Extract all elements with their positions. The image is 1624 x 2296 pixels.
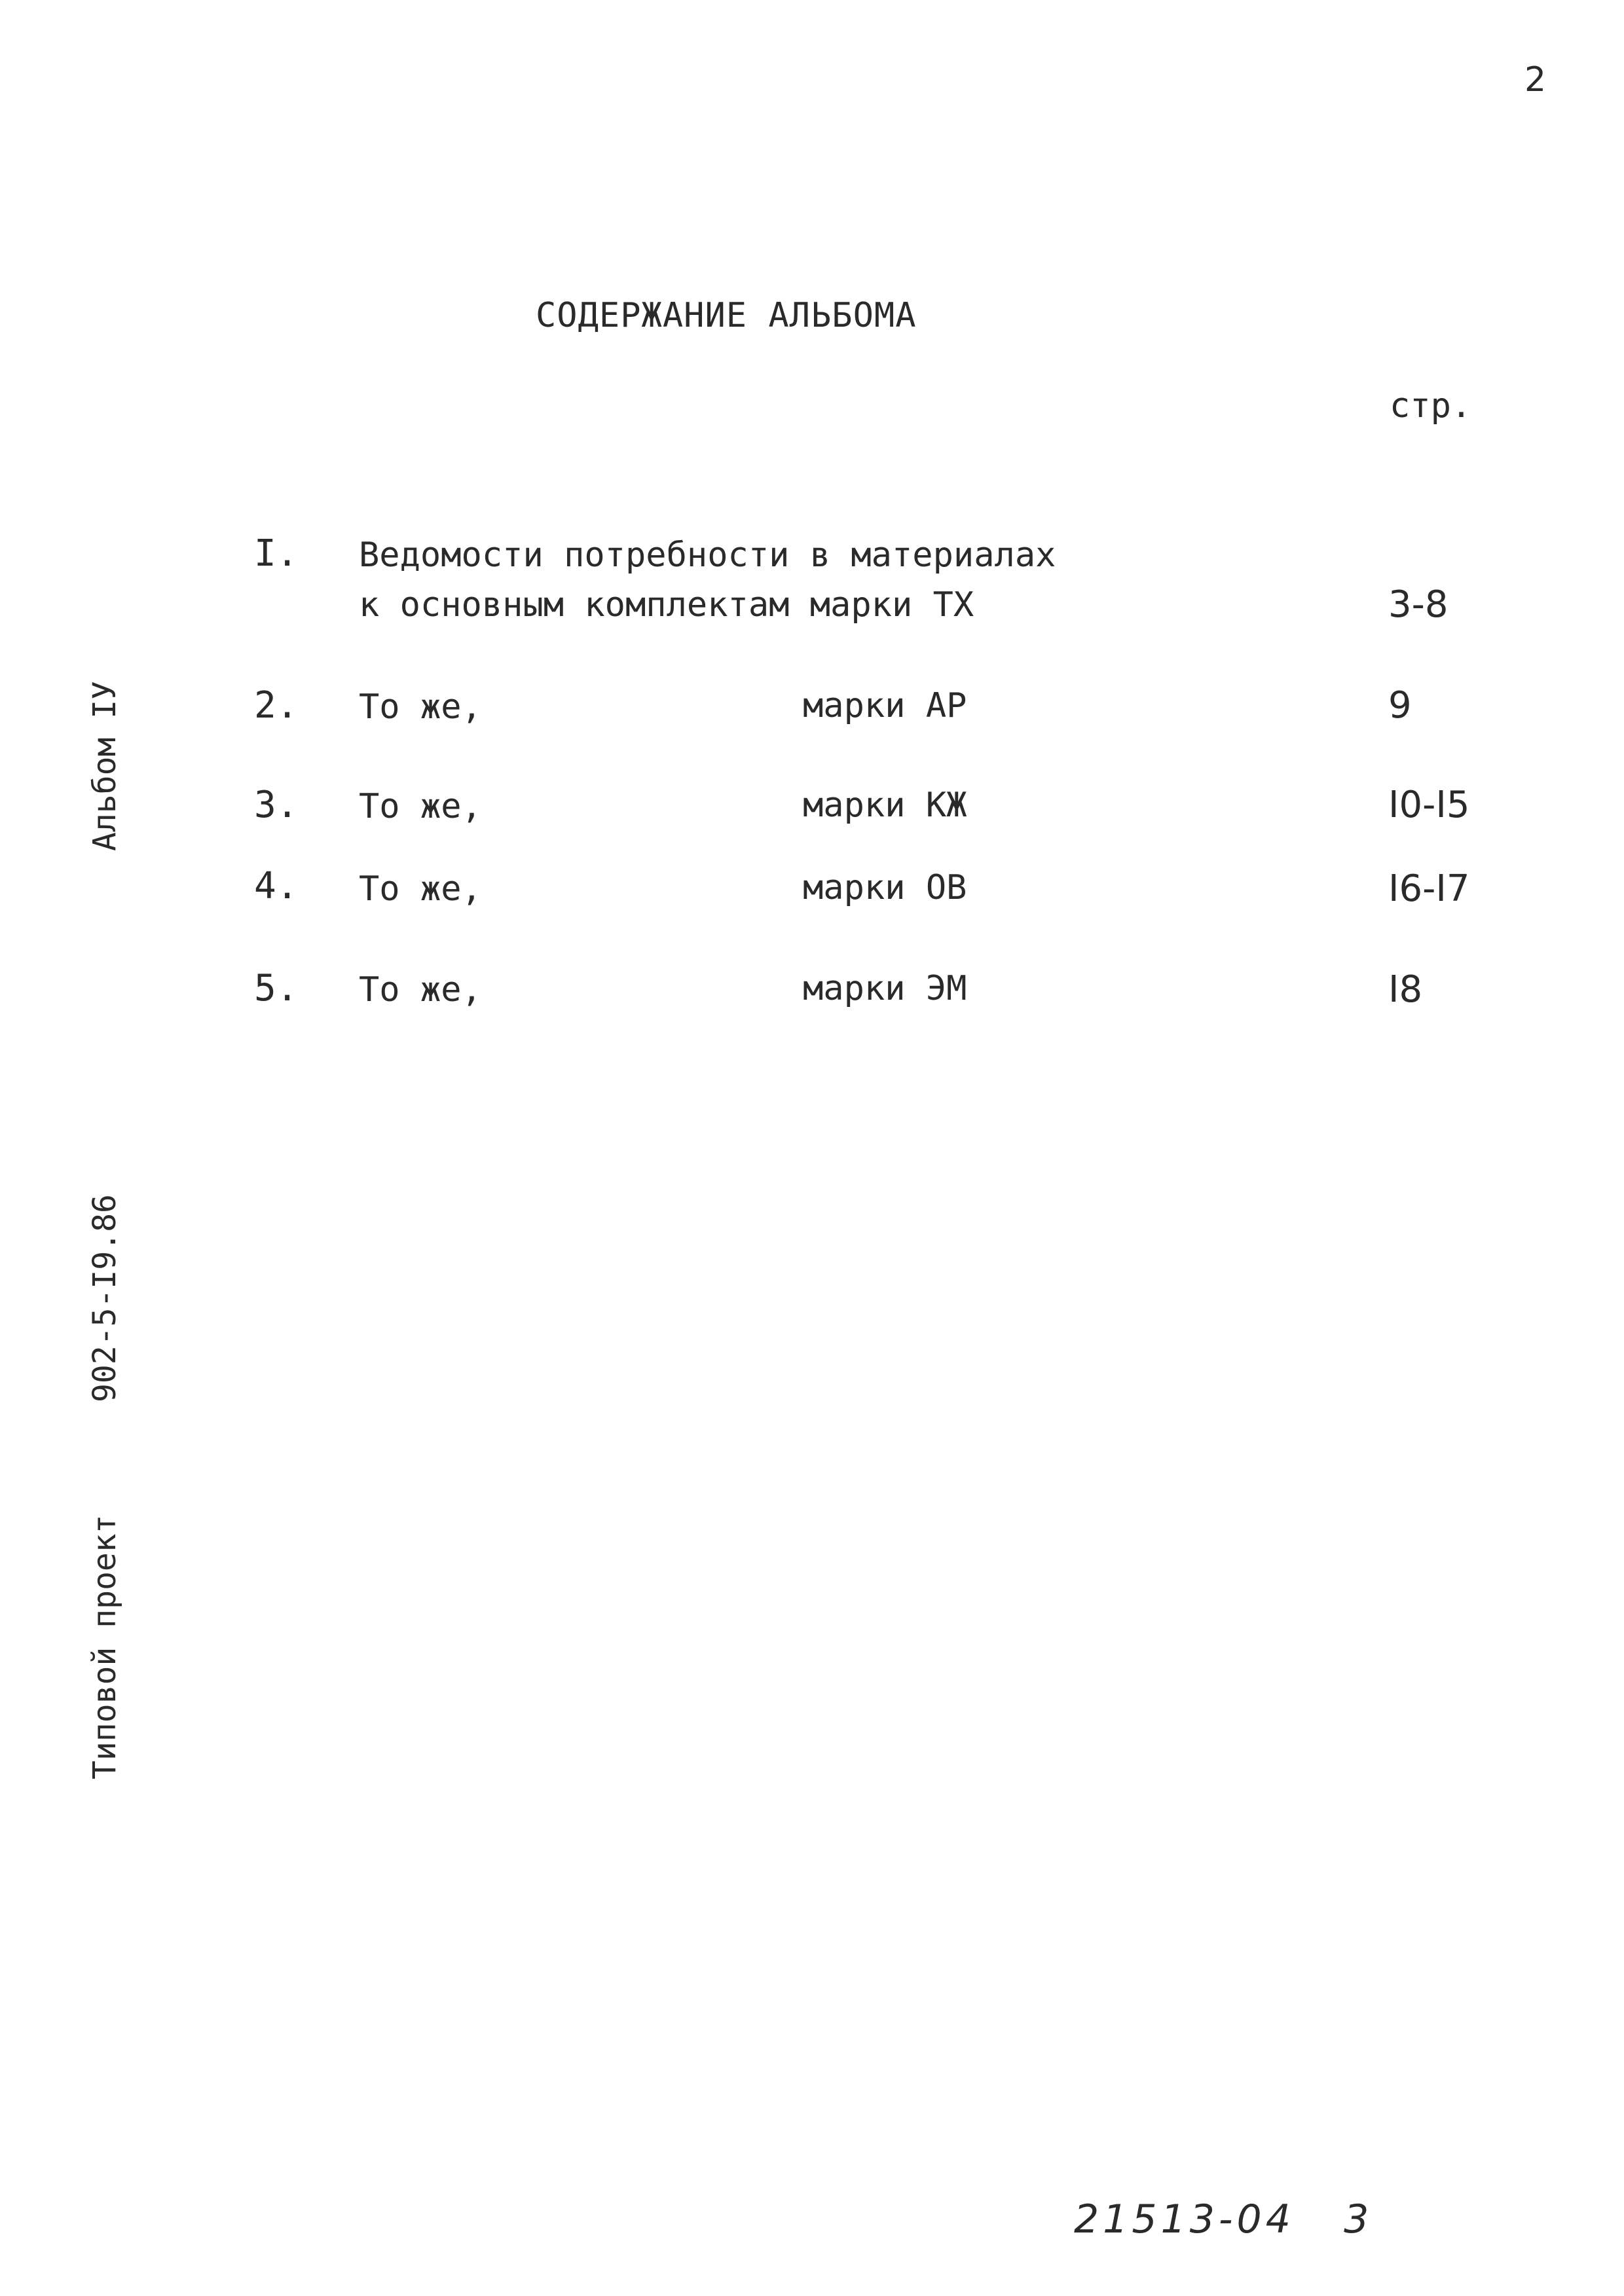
toc-item-pages: 3-8 <box>1388 583 1449 626</box>
toc-item-mark: марки ОВ <box>803 868 967 907</box>
toc-item-mark: марки ЭМ <box>803 969 967 1008</box>
toc-item-number: 4. <box>254 865 299 907</box>
page-number: 2 <box>1524 60 1547 100</box>
project-type-label: Типовой проект <box>86 1514 123 1779</box>
toc-item-text-continued: к основным комплектам марки ТХ <box>359 585 974 625</box>
inventory-code: 21513-04 <box>1074 2196 1295 2242</box>
sheet-number: 3 <box>1344 2196 1373 2242</box>
toc-item-pages: I0-I5 <box>1388 784 1470 826</box>
toc-item-text: То же, <box>359 687 482 727</box>
toc-item-mark: марки КЖ <box>803 786 967 825</box>
inventory-code-footer <box>1074 2196 1373 2242</box>
toc-item-mark: марки АР <box>803 686 967 725</box>
toc-item-pages: I6-I7 <box>1388 867 1470 910</box>
toc-item-number: 3. <box>254 784 299 826</box>
toc-item-pages: 9 <box>1388 684 1412 727</box>
project-number-label: 902-5-I9.86 <box>86 1194 123 1402</box>
toc-item-pages: I8 <box>1388 968 1423 1011</box>
toc-item-text: То же, <box>359 970 482 1010</box>
toc-item-text: Ведомости потребности в материалах <box>359 536 1056 575</box>
album-label: Альбом IУ <box>86 680 123 851</box>
page-title: СОДЕРЖАНИЕ АЛЬБОМА <box>536 296 917 335</box>
toc-item-number: 5. <box>254 967 299 1010</box>
toc-item-number: 2. <box>254 684 299 727</box>
toc-item-text: То же, <box>359 869 482 909</box>
toc-item-number: I. <box>254 532 299 575</box>
page-column-header: стр. <box>1390 386 1472 426</box>
toc-item-text: То же, <box>359 787 482 826</box>
